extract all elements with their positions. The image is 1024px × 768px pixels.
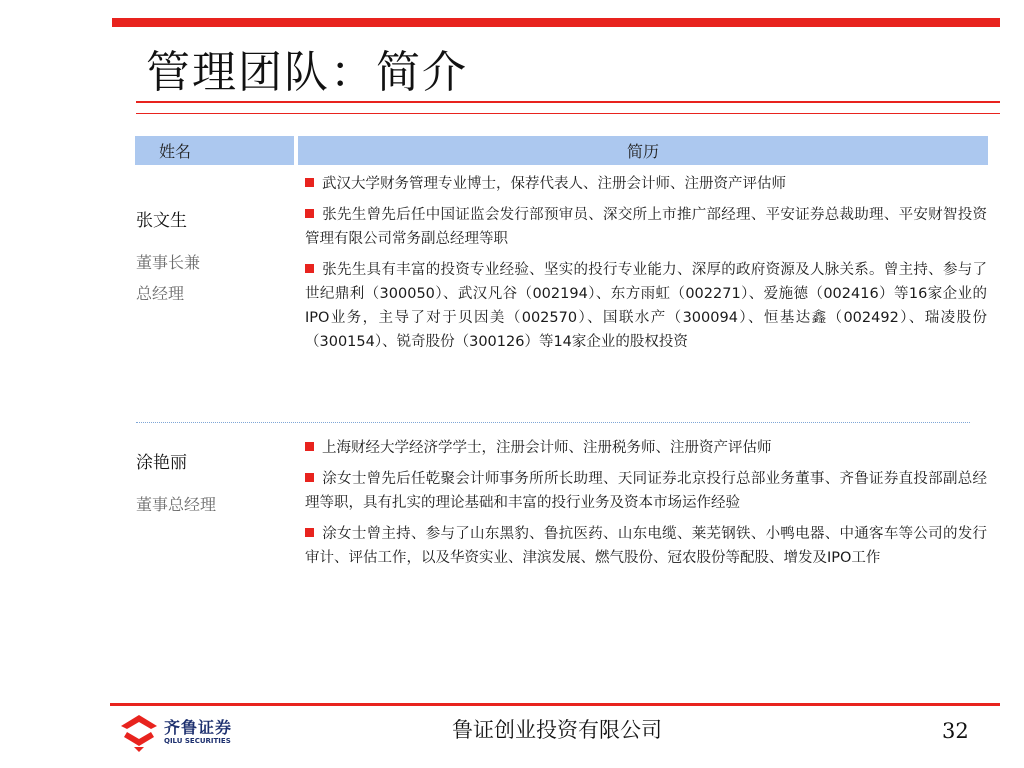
person-name: 涂艳丽 — [136, 453, 187, 473]
header-name-cell: 姓名 — [135, 136, 294, 165]
company-logo — [118, 712, 258, 754]
person-role: 董事总经理 — [136, 495, 217, 514]
resume-list-tu — [305, 436, 987, 577]
logo-chinese-name: 齐鲁证券 — [164, 718, 233, 737]
row-separator — [136, 422, 970, 423]
page-number: 32 — [942, 719, 969, 743]
resume-bullet: 武汉大学财务管理专业博士，保荐代表人、注册会计师、注册资产评估师 — [305, 172, 987, 196]
logo-english-name: QILU SECURITIES — [164, 737, 231, 745]
slide-title: 管理团队：简介 — [146, 47, 468, 98]
qilu-logo-icon — [118, 712, 160, 754]
person-role-line2: 总经理 — [136, 284, 185, 303]
bullet-square-icon — [305, 473, 314, 482]
bullet-square-icon — [305, 528, 314, 537]
company-name: 鲁证创业投资有限公司 — [452, 718, 662, 742]
resume-bullet: 涂女士曾先后任乾聚会计师事务所所长助理、天同证券北京投行总部业务董事、齐鲁证券直投部副总经理等职，具有扎实的理论基础和丰富的投行业务及资本市场运作经验 — [305, 471, 987, 511]
bullet-square-icon — [305, 442, 314, 451]
resume-bullet: 张先生具有丰富的投资专业经验、坚实的投行专业能力、深厚的政府资源及人脉关系。曾主持、参与了世纪鼎利（300050）、武汉凡谷（002194）、东方雨虹（002271）、爱施德（002416）等16家企业的IPO业务，主导了对于贝因美（002570）、国联水产（300094）、恒基达鑫（002492）、瑞凌股份（300154）、锐奇股份（300126）等14家企业的股权投资 — [305, 262, 987, 350]
person-zhang — [136, 206, 236, 309]
bullet-square-icon — [305, 209, 314, 218]
title-rule-thick — [136, 101, 1000, 103]
header-resume-cell: 简历 — [298, 136, 988, 165]
person-role-line1: 董事长兼 — [136, 253, 201, 272]
top-accent-bar — [112, 18, 1000, 27]
person-tu — [136, 448, 276, 520]
title-rule-thin — [136, 113, 1000, 114]
bullet-square-icon — [305, 264, 314, 273]
resume-bullet: 涂女士曾主持、参与了山东黑豹、鲁抗医药、山东电缆、莱芜钢铁、小鸭电器、中通客车等公司的发行审计、评估工作，以及华资实业、津滨发展、燃气股份、冠农股份等配股、增发及IPO工作 — [305, 526, 987, 566]
resume-list-zhang — [305, 172, 987, 361]
resume-bullet: 上海财经大学经济学学士，注册会计师、注册税务师、注册资产评估师 — [305, 436, 987, 460]
resume-bullet: 张先生曾先后任中国证监会发行部预审员、深交所上市推广部经理、平安证券总裁助理、平安财智投资管理有限公司常务副总经理等职 — [305, 207, 987, 247]
footer-rule — [110, 703, 1000, 706]
person-name: 张文生 — [136, 211, 187, 231]
bullet-square-icon — [305, 178, 314, 187]
